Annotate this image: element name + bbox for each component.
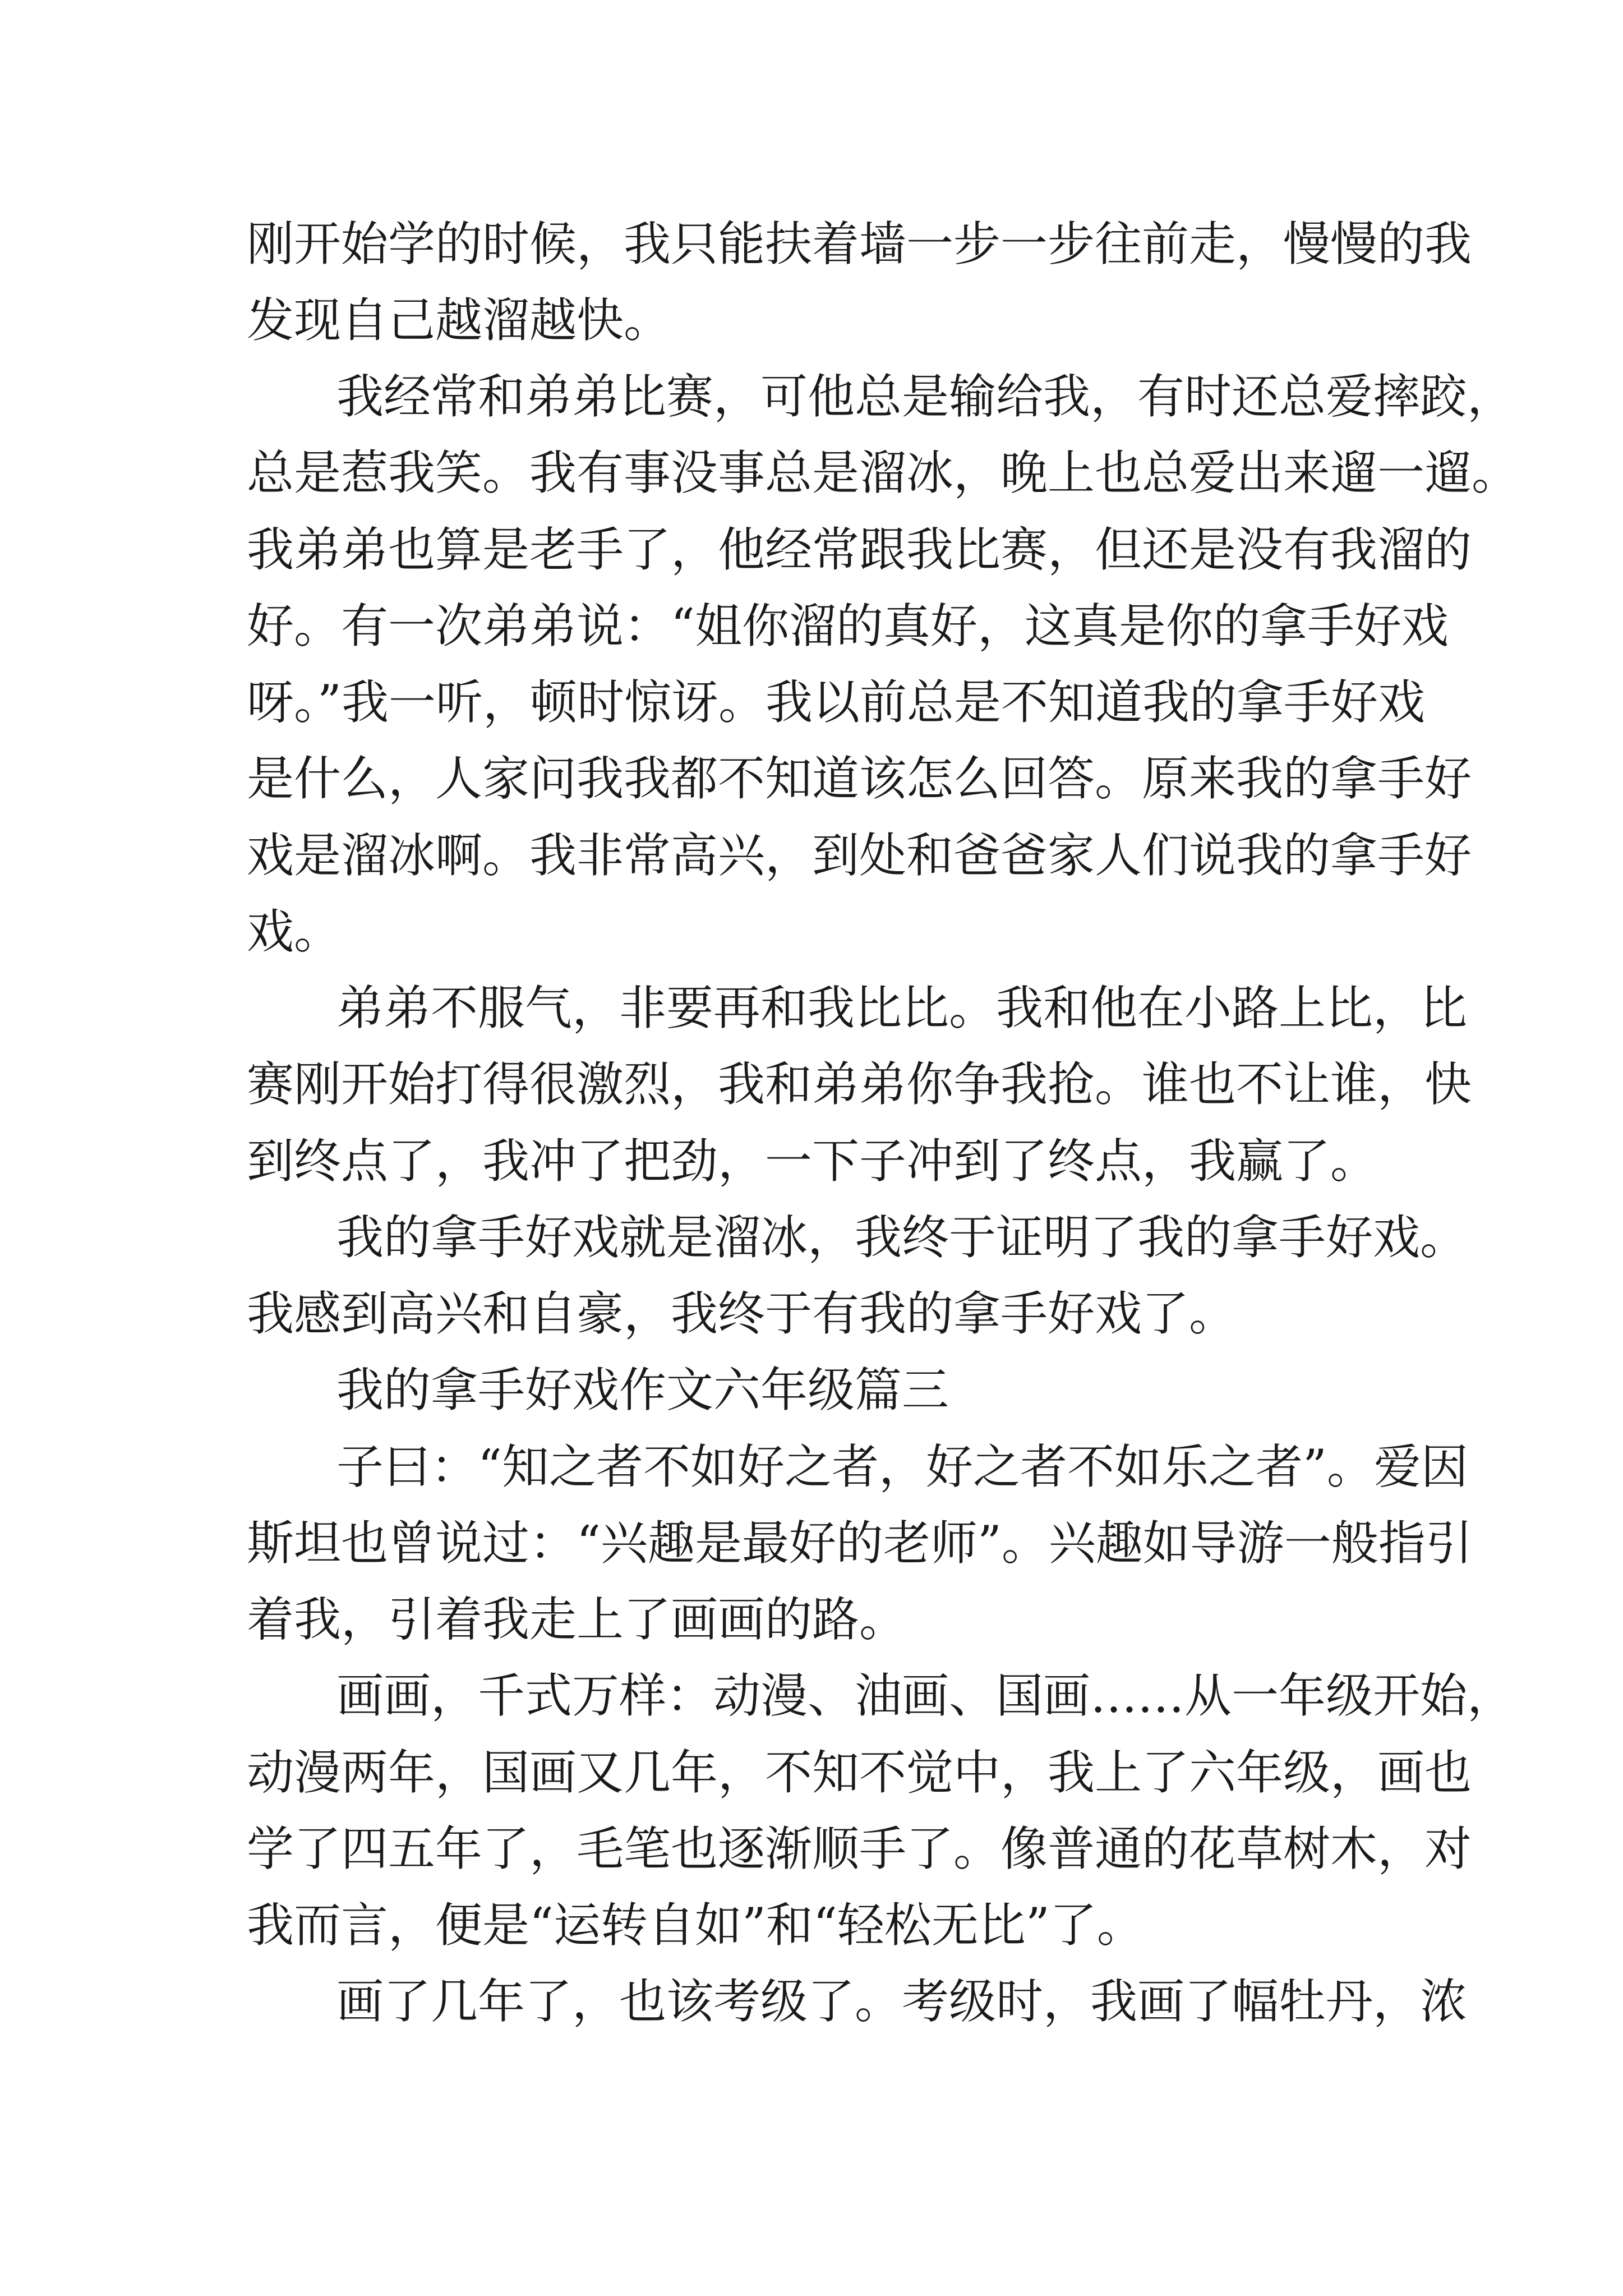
text-line: 是什么，人家问我我都不知道该怎么回答。原来我的拿手好 (247, 751, 1472, 806)
text-line: 我感到高兴和自豪，我终于有我的拿手好戏了。 (247, 1286, 1237, 1341)
text-line: 画画，千式万样：动漫、油画、国画……从一年级开始， (336, 1668, 1515, 1723)
text-line: 好。有一次弟弟说：“姐你溜的真好，这真是你的拿手好戏 (247, 599, 1449, 654)
text-line: 赛刚开始打得很激烈，我和弟弟你争我抢。谁也不让谁，快 (247, 1057, 1472, 1112)
text-line: 动漫两年，国画又几年，不知不觉中，我上了六年级，画也 (247, 1745, 1472, 1800)
text-line: 画了几年了，也该考级了。考级时，我画了幅牡丹，浓 (336, 1974, 1468, 2029)
text-line: 学了四五年了，毛笔也逐渐顺手了。像普通的花草树木，对 (247, 1821, 1472, 1876)
text-line: 我经常和弟弟比赛，可他总是输给我，有时还总爱摔跤， (336, 369, 1515, 424)
section-heading: 我的拿手好戏作文六年级篇三 (336, 1363, 949, 1418)
text-line: 我弟弟也算是老手了，他经常跟我比赛，但还是没有我溜的 (247, 522, 1472, 577)
text-line: 戏。 (247, 904, 342, 959)
text-line: 我的拿手好戏就是溜冰，我终于证明了我的拿手好戏。 (336, 1210, 1468, 1265)
text-line: 刚开始学的时候，我只能扶着墙一步一步往前走，慢慢的我 (247, 217, 1472, 272)
text-line: 弟弟不服气，非要再和我比比。我和他在小路上比，比 (336, 981, 1468, 1036)
text-line: 我而言，便是“运转自如”和“轻松无比”了。 (247, 1898, 1144, 1953)
text-line: 到终点了，我冲了把劲，一下子冲到了终点，我赢了。 (247, 1134, 1378, 1189)
text-line: 总是惹我笑。我有事没事总是溜冰，晚上也总爱出来遛一遛。 (247, 445, 1519, 500)
text-line: 着我，引着我走上了画画的路。 (247, 1592, 907, 1647)
text-line: 斯坦也曾说过：“兴趣是最好的老师”。兴趣如导游一般指引 (247, 1516, 1473, 1571)
text-line: 发现自己越溜越快。 (247, 293, 671, 348)
text-line: 呀。”我一听，顿时惊讶。我以前总是不知道我的拿手好戏 (247, 675, 1425, 730)
text-line: 子曰：“知之者不如好之者，好之者不如乐之者”。爱因 (336, 1439, 1468, 1494)
text-line: 戏是溜冰啊。我非常高兴，到处和爸爸家人们说我的拿手好 (247, 828, 1472, 883)
